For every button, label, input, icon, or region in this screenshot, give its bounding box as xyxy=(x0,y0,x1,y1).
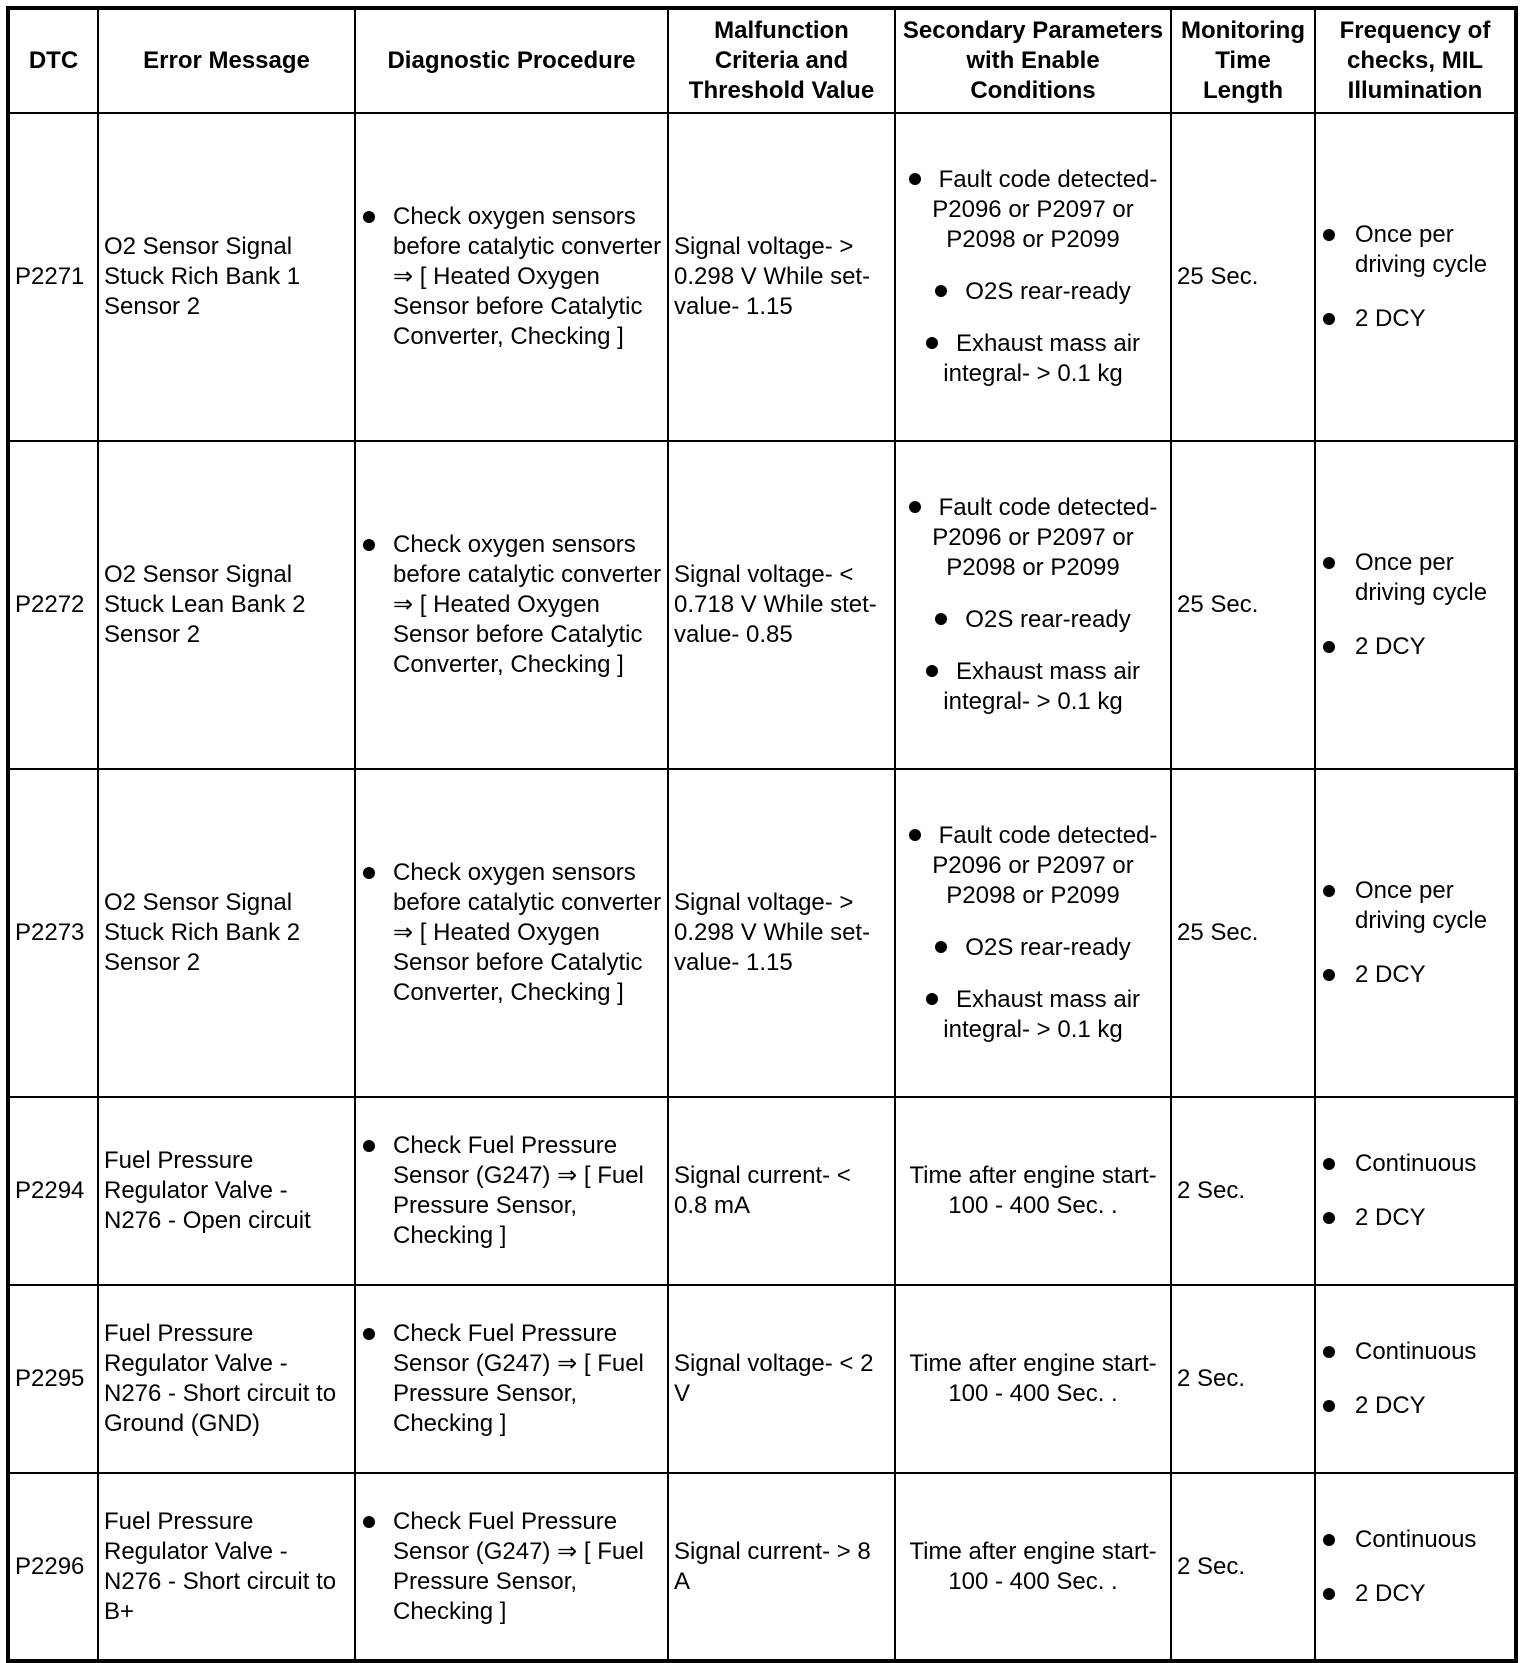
table-row xyxy=(8,113,1516,441)
dtc-code: P2272 xyxy=(8,441,98,769)
secondary-parameter: Fault code detected- P2096 or P2097 or P2098 or P2099 xyxy=(901,493,1165,583)
secondary-parameters-cell xyxy=(895,113,1171,441)
monitoring-time: 2 Sec. xyxy=(1171,1285,1315,1473)
secondary-parameter: Exhaust mass air integral- > 0.1 kg xyxy=(901,657,1165,717)
frequency-cell xyxy=(1315,1097,1516,1285)
table-row xyxy=(8,1285,1516,1473)
secondary-parameter: O2S rear-ready xyxy=(901,605,1165,635)
frequency-item: Once per driving cycle xyxy=(1321,548,1509,608)
frequency-item: 2 DCY xyxy=(1321,1203,1509,1233)
frequency-item: 2 DCY xyxy=(1321,1579,1509,1609)
monitoring-time: 2 Sec. xyxy=(1171,1097,1315,1285)
monitoring-time: 2 Sec. xyxy=(1171,1473,1315,1661)
frequency-item: Once per driving cycle xyxy=(1321,876,1509,936)
malfunction-criteria: Signal voltage- > 0.298 V While set-value- 1.15 xyxy=(668,113,895,441)
diagnostic-procedure-cell xyxy=(355,1285,668,1473)
secondary-parameter: O2S rear-ready xyxy=(901,933,1165,963)
frequency-item: 2 DCY xyxy=(1321,304,1509,334)
table-row xyxy=(8,1473,1516,1661)
header-diagnostic-procedure: Diagnostic Procedure xyxy=(355,8,668,113)
header-malfunction-criteria: Malfunction Criteria and Threshold Value xyxy=(668,8,895,113)
dtc-code: P2273 xyxy=(8,769,98,1097)
dtc-code: P2271 xyxy=(8,113,98,441)
header-secondary-parameters: Secondary Parameters with Enable Conditions xyxy=(895,8,1171,113)
diagnostic-procedure: Check oxygen sensors before catalytic converter ⇒ [ Heated Oxygen Sensor before Catalytic Converter, Checking ] xyxy=(361,202,662,352)
diagnostic-procedure-cell xyxy=(355,769,668,1097)
header-frequency: Frequency of checks, MIL Illumination xyxy=(1315,8,1516,113)
dtc-table-frame xyxy=(6,6,1514,1654)
secondary-parameter: Fault code detected- P2096 or P2097 or P2098 or P2099 xyxy=(901,165,1165,255)
secondary-parameter: Fault code detected- P2096 or P2097 or P2098 or P2099 xyxy=(901,821,1165,911)
diagnostic-procedure: Check oxygen sensors before catalytic converter ⇒ [ Heated Oxygen Sensor before Catalytic Converter, Checking ] xyxy=(361,858,662,1008)
header-row xyxy=(8,8,1516,113)
dtc-table xyxy=(6,6,1518,1663)
secondary-parameters-cell xyxy=(895,769,1171,1097)
monitoring-time: 25 Sec. xyxy=(1171,769,1315,1097)
error-message: Fuel Pressure Regulator Valve - N276 - Short circuit to B+ xyxy=(98,1473,355,1661)
frequency-item: 2 DCY xyxy=(1321,1391,1509,1421)
header-monitoring-time: Monitoring Time Length xyxy=(1171,8,1315,113)
monitoring-time: 25 Sec. xyxy=(1171,441,1315,769)
diagnostic-procedure: Check Fuel Pressure Sensor (G247) ⇒ [ Fuel Pressure Sensor, Checking ] xyxy=(361,1319,662,1439)
malfunction-criteria: Signal voltage- < 2 V xyxy=(668,1285,895,1473)
frequency-item: Once per driving cycle xyxy=(1321,220,1509,280)
malfunction-criteria: Signal current- < 0.8 mA xyxy=(668,1097,895,1285)
error-message: O2 Sensor Signal Stuck Rich Bank 2 Sensor 2 xyxy=(98,769,355,1097)
frequency-item: 2 DCY xyxy=(1321,960,1509,990)
frequency-cell xyxy=(1315,769,1516,1097)
malfunction-criteria: Signal current- > 8 A xyxy=(668,1473,895,1661)
secondary-parameters: Time after engine start- 100 - 400 Sec. . xyxy=(895,1097,1171,1285)
error-message: O2 Sensor Signal Stuck Rich Bank 1 Sensor 2 xyxy=(98,113,355,441)
frequency-item: Continuous xyxy=(1321,1149,1509,1179)
error-message: Fuel Pressure Regulator Valve - N276 - Short circuit to Ground (GND) xyxy=(98,1285,355,1473)
diagnostic-procedure: Check oxygen sensors before catalytic converter ⇒ [ Heated Oxygen Sensor before Catalytic Converter, Checking ] xyxy=(361,530,662,680)
diagnostic-procedure-cell xyxy=(355,113,668,441)
diagnostic-procedure-cell xyxy=(355,1473,668,1661)
diagnostic-procedure: Check Fuel Pressure Sensor (G247) ⇒ [ Fuel Pressure Sensor, Checking ] xyxy=(361,1507,662,1627)
secondary-parameter: O2S rear-ready xyxy=(901,277,1165,307)
table-row xyxy=(8,441,1516,769)
frequency-item: 2 DCY xyxy=(1321,632,1509,662)
monitoring-time: 25 Sec. xyxy=(1171,113,1315,441)
frequency-cell xyxy=(1315,441,1516,769)
malfunction-criteria: Signal voltage- > 0.298 V While set-value- 1.15 xyxy=(668,769,895,1097)
secondary-parameters: Time after engine start- 100 - 400 Sec. . xyxy=(895,1285,1171,1473)
malfunction-criteria: Signal voltage- < 0.718 V While stet-value- 0.85 xyxy=(668,441,895,769)
error-message: Fuel Pressure Regulator Valve - N276 - Open circuit xyxy=(98,1097,355,1285)
frequency-item: Continuous xyxy=(1321,1337,1509,1367)
diagnostic-procedure: Check Fuel Pressure Sensor (G247) ⇒ [ Fuel Pressure Sensor, Checking ] xyxy=(361,1131,662,1251)
dtc-code: P2296 xyxy=(8,1473,98,1661)
frequency-cell xyxy=(1315,1473,1516,1661)
header-dtc: DTC xyxy=(8,8,98,113)
table-row xyxy=(8,769,1516,1097)
table-row xyxy=(8,1097,1516,1285)
secondary-parameter: Exhaust mass air integral- > 0.1 kg xyxy=(901,985,1165,1045)
secondary-parameters-cell xyxy=(895,441,1171,769)
frequency-cell xyxy=(1315,113,1516,441)
secondary-parameters: Time after engine start- 100 - 400 Sec. . xyxy=(895,1473,1171,1661)
header-error-message: Error Message xyxy=(98,8,355,113)
diagnostic-procedure-cell xyxy=(355,1097,668,1285)
dtc-code: P2295 xyxy=(8,1285,98,1473)
dtc-code: P2294 xyxy=(8,1097,98,1285)
error-message: O2 Sensor Signal Stuck Lean Bank 2 Sensor 2 xyxy=(98,441,355,769)
frequency-item: Continuous xyxy=(1321,1525,1509,1555)
frequency-cell xyxy=(1315,1285,1516,1473)
diagnostic-procedure-cell xyxy=(355,441,668,769)
secondary-parameter: Exhaust mass air integral- > 0.1 kg xyxy=(901,329,1165,389)
